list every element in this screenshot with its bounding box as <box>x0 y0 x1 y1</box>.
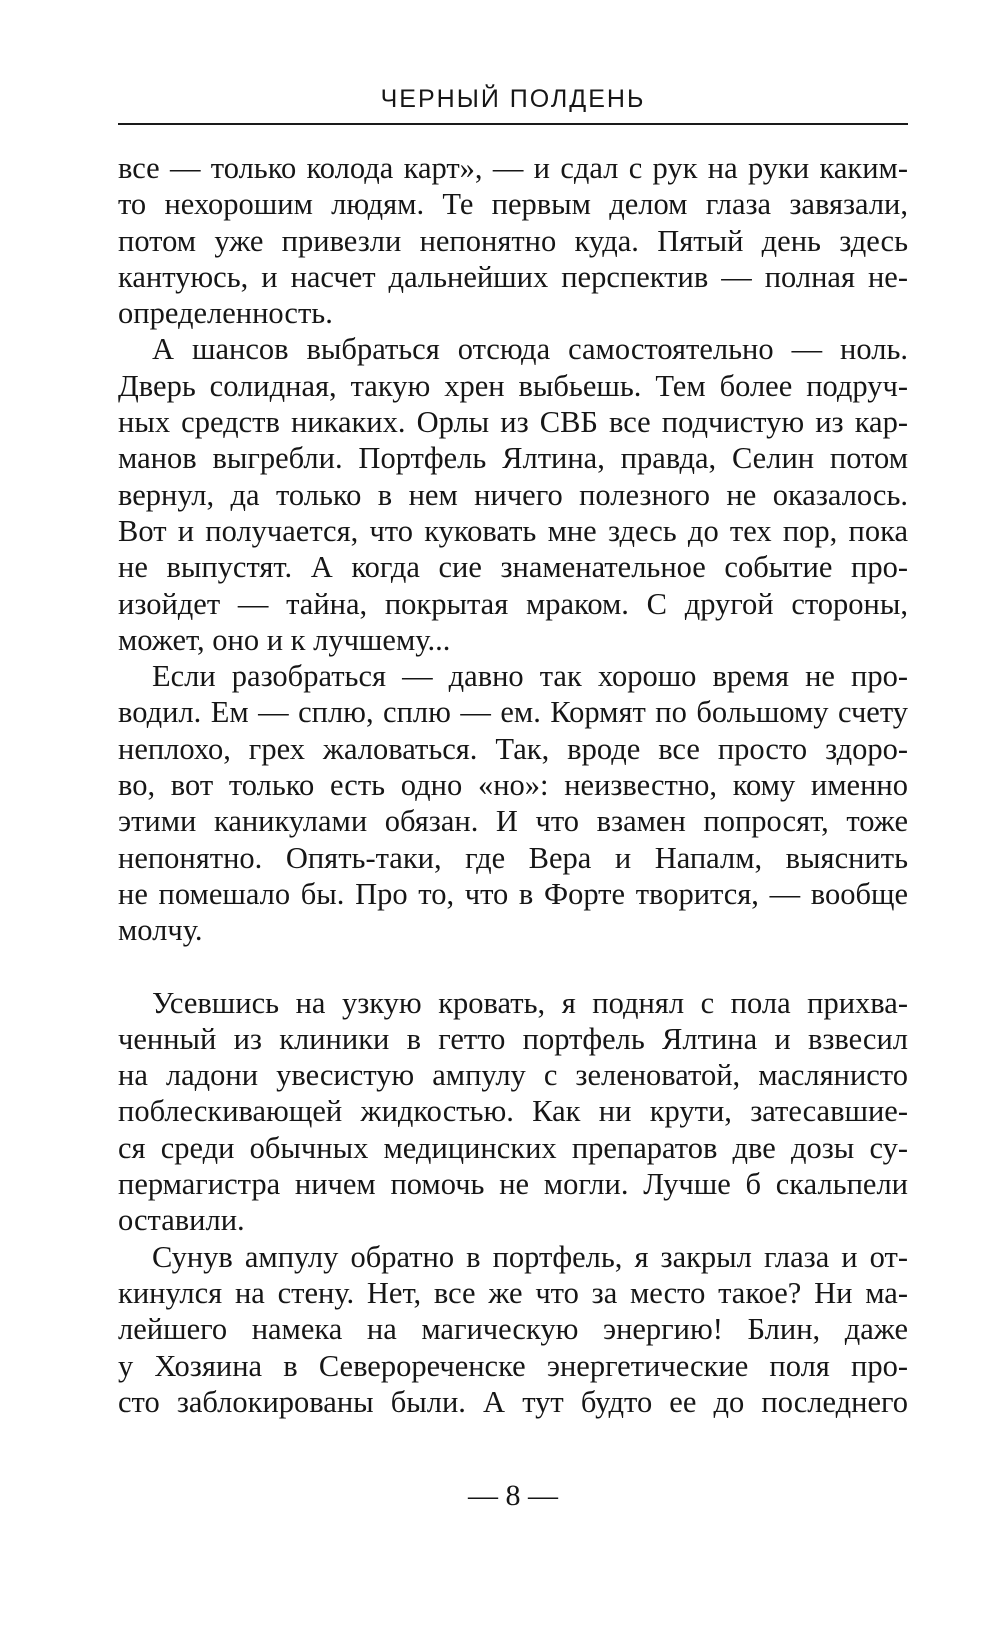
text-line: не помешало бы. Про то, что в Форте творится, — вообще <box>118 876 908 911</box>
text-line: сто заблокированы были. А тут будто ее до последнего <box>118 1384 908 1419</box>
text-line: все — только колода карт», — и сдал с рук на руки каким- <box>118 151 908 185</box>
text-line: поблескивающей жидкостью. Как ни крути, затесавшие- <box>118 1094 908 1129</box>
text-line: то нехорошим людям. Те первым делом глаза завязали, <box>118 187 908 222</box>
text-line: на ладони увесистую ампулу с зеленоватой, маслянисто <box>118 1058 908 1093</box>
text-line: А шансов выбраться отсюда самостоятельно — ноль. <box>152 332 908 367</box>
text-line: может, оно и к лучшему... <box>118 622 451 657</box>
text-line: кинулся на стену. Нет, все же что за место такое? Ни ма- <box>118 1275 908 1310</box>
text-line: во, вот только есть одно «но»: неизвестно, кому именно <box>118 768 908 803</box>
text-line: манов выгребли. Портфель Ялтина, правда, Селин потом <box>118 441 908 476</box>
text-line: этими каникулами обязан. И что взамен попросят, тоже <box>118 804 908 839</box>
text-line: у Хозяина в Северореченске энергетические поля про- <box>118 1348 908 1383</box>
text-line: не выпустят. А когда сие знаменательное событие про- <box>118 550 908 585</box>
text-line: кантуюсь, и насчет дальнейших перспектив — полная не- <box>118 259 908 294</box>
text-line: неплохо, грех жаловаться. Так, вроде все просто здоро- <box>118 731 908 766</box>
section-break <box>118 949 908 985</box>
page-number: — 8 — <box>468 1479 558 1512</box>
header-rule <box>118 123 908 125</box>
text-line: Вот и получается, что куковать мне здесь до тех пор, пока <box>118 513 908 548</box>
text-line: изойдет — тайна, покрытая мраком. С другой стороны, <box>118 586 908 621</box>
text-line: молчу. <box>118 913 203 948</box>
body-text <box>118 150 908 1420</box>
text-line: ных средств никаких. Орлы из СВБ все подчистую из кар- <box>118 405 908 440</box>
text-line: ся среди обычных медицинских препаратов две дозы су- <box>118 1130 908 1165</box>
text-line: непонятно. Опять-таки, где Вера и Напалм, выяснить <box>118 840 908 875</box>
text-line: Если разобраться — давно так хорошо время не про- <box>152 659 908 694</box>
running-head-title: ЧЕРНЫЙ ПОЛДЕНЬ <box>380 85 646 113</box>
text-line: оставили. <box>118 1203 245 1238</box>
text-line: вернул, да только в нем ничего полезного не оказалось. <box>118 477 908 512</box>
text-line: Дверь солидная, такую хрен выбьешь. Тем более подруч- <box>118 368 908 403</box>
text-line: лейшего намека на магическую энергию! Блин, даже <box>118 1312 908 1347</box>
text-line: Сунув ампулу обратно в портфель, я закрыл глаза и от- <box>152 1239 908 1274</box>
text-line: ченный из клиники в гетто портфель Ялтина и взвесил <box>118 1021 908 1056</box>
text-line: пермагистра ничем помочь не могли. Лучше б скальпели <box>118 1167 908 1202</box>
text-line: определенность. <box>118 296 333 331</box>
text-line: Усевшись на узкую кровать, я поднял с пола прихва- <box>152 985 908 1020</box>
text-line: водил. Ем — сплю, сплю — ем. Кормят по большому счету <box>118 695 908 730</box>
text-line: потом уже привезли непонятно куда. Пятый день здесь <box>118 223 908 258</box>
